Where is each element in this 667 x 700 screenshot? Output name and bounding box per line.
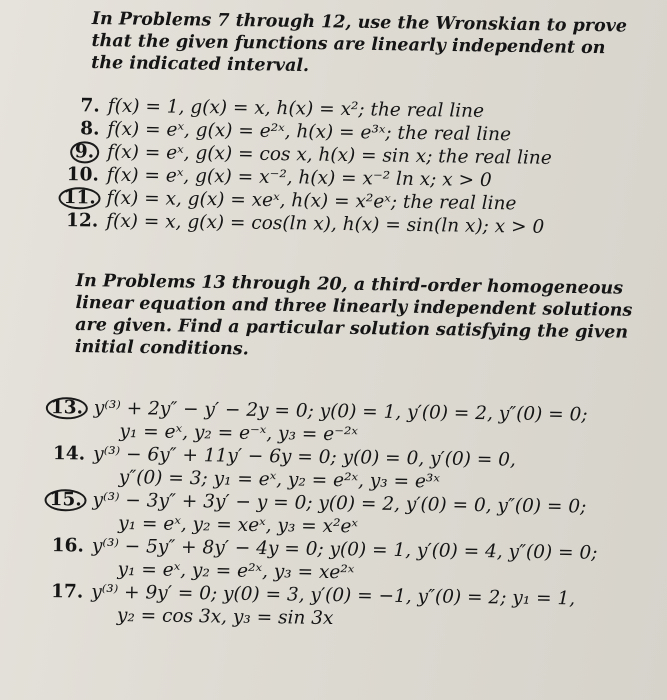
problem-text: f(x) = x, g(x) = cos(ln x), h(x) = sin(ln x); x > 0 <box>106 210 545 238</box>
problem-number: 17. <box>50 581 84 603</box>
instructions-problems-7-12: In Problems 7 through 12, use the Wronskian to prove that the given functions are linearly independent on the indicated interval. <box>91 8 628 77</box>
problem-solutions: y₂ = cos 3x, y₃ = sin 3x <box>116 605 334 630</box>
circled-problem-number: 15. <box>44 488 92 512</box>
problem-number: 12. <box>65 210 99 232</box>
problem-number: 16. <box>51 535 85 557</box>
problem-equation: y⁽³⁾ − 5y″ + 8y′ − 4y = 0; y(0) = 1, y′(0) = 4, y″(0) = 0; <box>91 535 598 564</box>
problem-text: f(x) = 1, g(x) = x, h(x) = x²; the real line <box>107 95 485 122</box>
problem-solutions: y″(0) = 3; y₁ = eˣ, y₂ = e²ˣ, y₃ = e³ˣ <box>118 467 440 493</box>
circled-problem-number: 13. <box>46 396 94 420</box>
problem-solutions: y₁ = eˣ, y₂ = xeˣ, y₃ = x²eˣ <box>118 513 359 538</box>
circled-problem-number: 9. <box>59 140 107 164</box>
problem-number: 8. <box>80 118 100 140</box>
circled-problem-number: 11. <box>58 186 106 210</box>
problem-text: f(x) = eˣ, g(x) = e²ˣ, h(x) = e³ˣ; the real line <box>107 118 512 146</box>
problem-equation: y⁽³⁾ − 3y″ + 3y′ − y = 0; y(0) = 2, y′(0) = 0, y″(0) = 0; <box>92 489 587 518</box>
problem-equation: y⁽³⁾ + 2y″ − y′ − 2y = 0; y(0) = 1, y′(0) = 2, y″(0) = 0; <box>93 397 588 426</box>
problem-solutions: y₁ = eˣ, y₂ = e⁻ˣ, y₃ = e⁻²ˣ <box>119 421 359 446</box>
problem-text: f(x) = x, g(x) = xeˣ, h(x) = x²eˣ; the real line <box>106 187 517 215</box>
problem-equation: y⁽³⁾ − 6y″ + 11y′ − 6y = 0; y(0) = 0, y′(0) = 0, <box>93 443 516 471</box>
problem-text: f(x) = eˣ, g(x) = x⁻², h(x) = x⁻² ln x; x > 0 <box>106 164 492 192</box>
problem-equation: y⁽³⁾ + 9y′ = 0; y(0) = 3, y′(0) = −1, y″(0) = 2; y₁ = 1, <box>91 581 576 610</box>
problem-solutions: y₁ = eˣ, y₂ = e²ˣ, y₃ = xe²ˣ <box>117 559 355 584</box>
problem-text: f(x) = eˣ, g(x) = cos x, h(x) = sin x; the real line <box>107 141 552 169</box>
problem-list-13-17 <box>43 396 646 634</box>
instructions-problems-13-20: In Problems 13 through 20, a third-order homogeneous linear equation and three linearly independent solutions are given. Find a particular solution satisfying the given initial conditions. <box>74 270 633 360</box>
problem-number: 14. <box>52 443 86 465</box>
problem-number: 10. <box>66 164 100 186</box>
problem-list-7-12 <box>58 94 660 240</box>
problem-number: 7. <box>80 95 100 117</box>
